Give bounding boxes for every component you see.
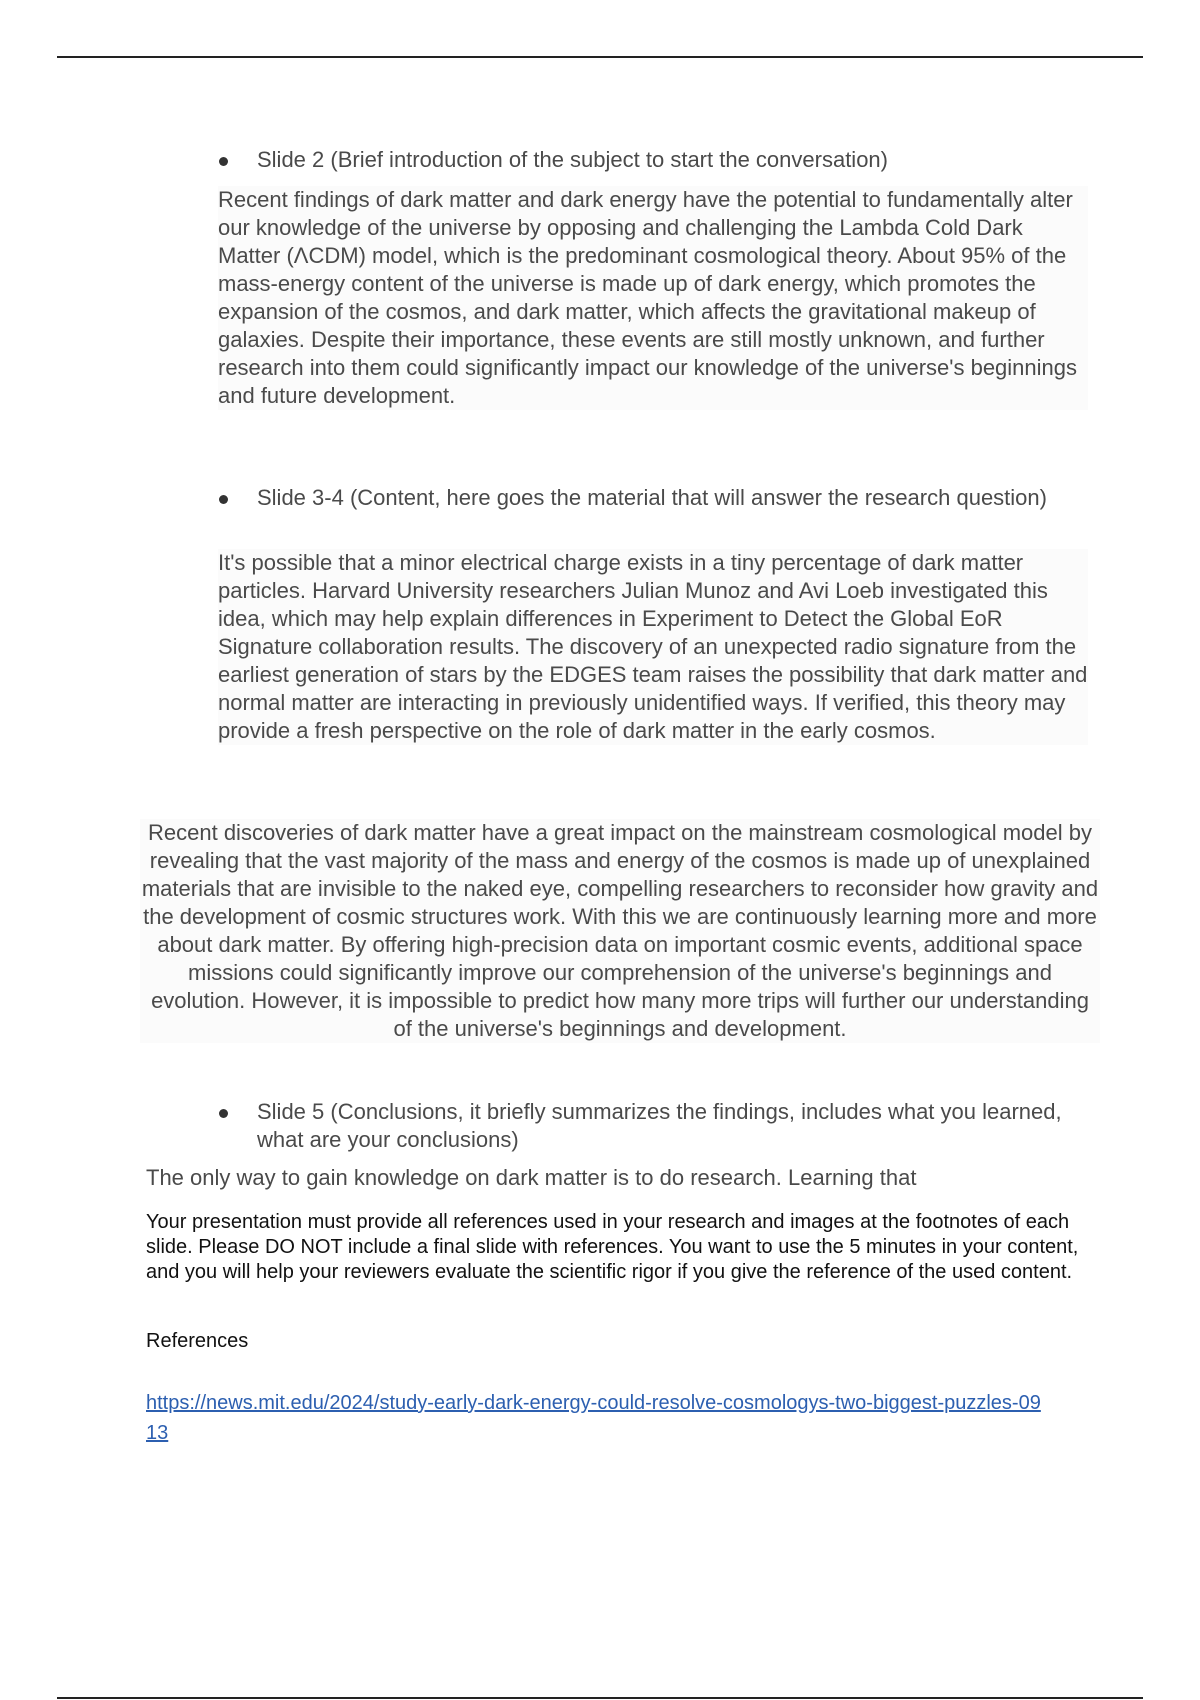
slide5-bullet	[219, 1098, 1079, 1154]
reference-link[interactable]: https://news.mit.edu/2024/study-early-dark-energy-could-resolve-cosmologys-two-biggest-puzzles-0913	[146, 1392, 1041, 1444]
instructions-paragraph: Your presentation must provide all references used in your research and images at the footnotes of each slide. Please DO NOT include a final slide with references. You want to use the 5 minutes in your content, and you will help your reviewers evaluate the scientific rigor if you give the reference of the used content.	[146, 1211, 1079, 1283]
top-rule	[57, 56, 1143, 58]
slide5-bullet-text: Slide 5 (Conclusions, it briefly summarizes the findings, includes what you learned, what are your conclusions)	[257, 1099, 1062, 1152]
bullet-dot-icon	[219, 1109, 228, 1118]
slide2-bullet	[219, 146, 1079, 174]
bullet-dot-icon	[219, 157, 228, 166]
slide5-conclusion-text: The only way to gain knowledge on dark matter is to do research. Learning that	[146, 1165, 917, 1190]
slide2-bullet-text: Slide 2 (Brief introduction of the subject to start the conversation)	[257, 147, 888, 172]
bottom-rule	[57, 1697, 1143, 1699]
centered-paragraph: Recent discoveries of dark matter have a great impact on the mainstream cosmological model by revealing that the vast majority of the mass and energy of the cosmos is made up of unexplained materials that are invisible to the naked eye, compelling researchers to reconsider how gravity and the development of cosmic structures work. With this we are continuously learning more and more about dark matter. By offering high-precision data on important cosmic events, additional space missions could significantly improve our comprehension of the universe's beginnings and evolution. However, it is impossible to predict how many more trips will further our understanding of the universe's beginnings and development.	[141, 820, 1099, 1041]
references-label: References	[146, 1330, 249, 1352]
slide34-bullet-text: Slide 3-4 (Content, here goes the material that will answer the research question)	[257, 485, 1047, 510]
bullet-dot-icon	[219, 495, 228, 504]
slide34-bullet	[219, 484, 1079, 512]
slide2-paragraph: Recent findings of dark matter and dark energy have the potential to fundamentally alter our knowledge of the universe by opposing and challenging the Lambda Cold Dark Matter (ΛCDM) model, which is the predominant cosmological theory. About 95% of the mass-energy content of the universe is made up of dark energy, which promotes the expansion of the cosmos, and dark matter, which affects the gravitational makeup of galaxies. Despite their importance, these events are still mostly unknown, and further research into them could significantly impact our knowledge of the universe's beginnings and future development.	[218, 186, 1088, 410]
slide34-paragraph: It's possible that a minor electrical charge exists in a tiny percentage of dark matter particles. Harvard University researchers Julian Munoz and Avi Loeb investigated this idea, which may help explain differences in Experiment to Detect the Global EoR Signature collaboration results. The discovery of an unexpected radio signature from the earliest generation of stars by the EDGES team raises the possibility that dark matter and normal matter are interacting in previously unidentified ways. If verified, this theory may provide a fresh perspective on the role of dark matter in the early cosmos.	[218, 550, 1088, 743]
